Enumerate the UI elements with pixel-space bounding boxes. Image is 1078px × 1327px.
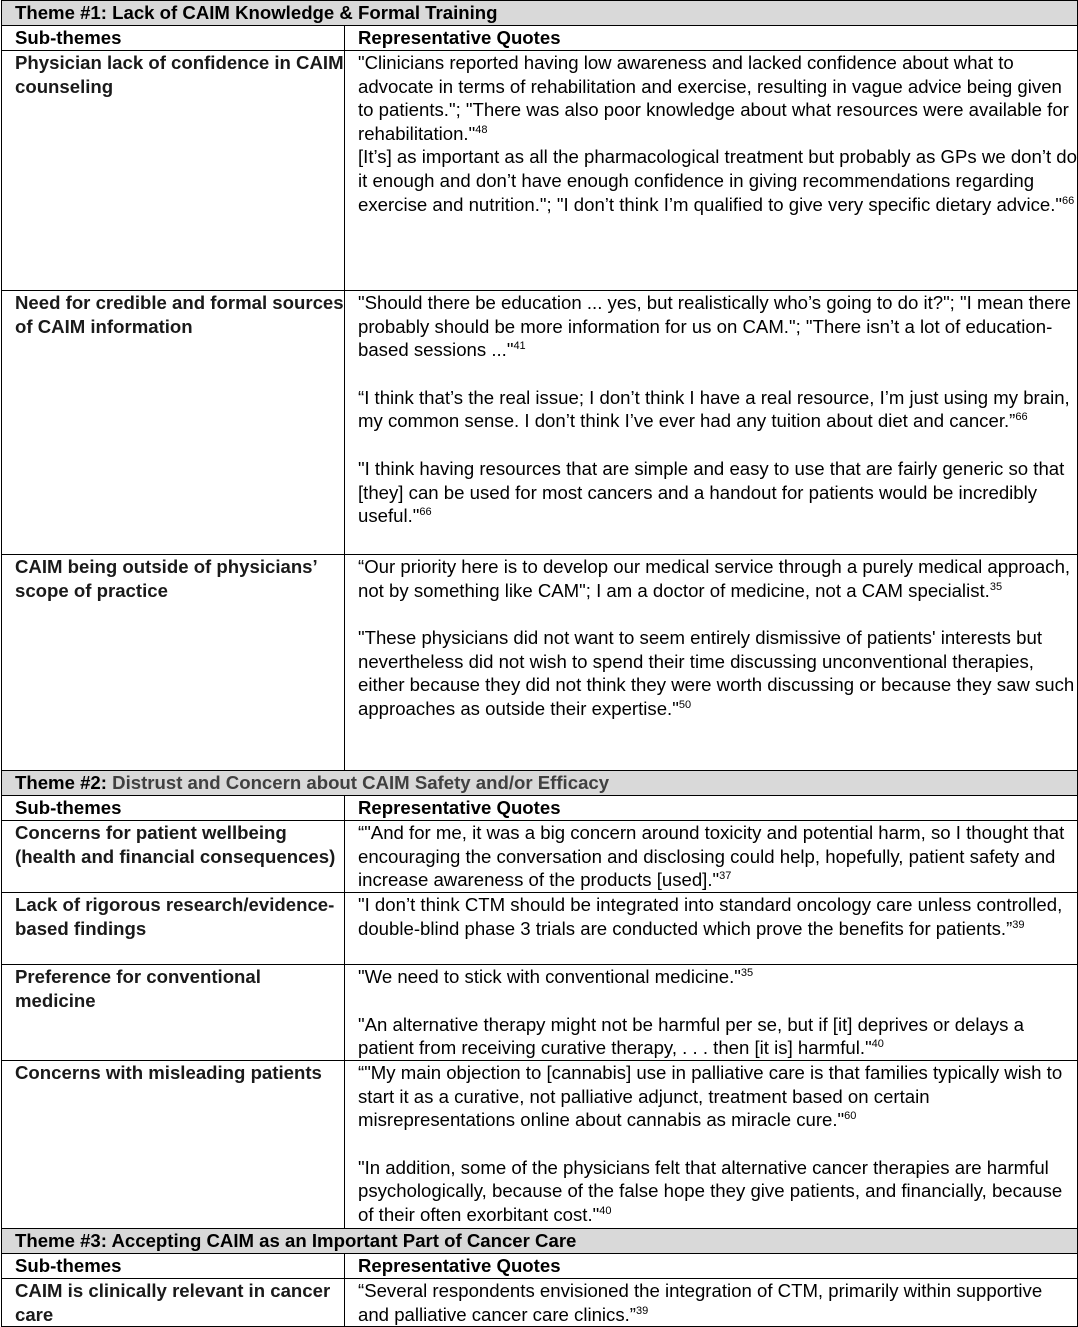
- reference-superscript: 66: [1061, 194, 1075, 207]
- theme-name: Lack of CAIM Knowledge & Formal Training: [112, 2, 498, 23]
- table-row: [2, 821, 1078, 893]
- subtheme-cell: Concerns with misleading patients: [2, 1061, 345, 1229]
- quote-cell: [345, 965, 1078, 1061]
- quotes-header: Representative Quotes: [345, 26, 1078, 51]
- quotes-header: Representative Quotes: [345, 1254, 1078, 1279]
- reference-superscript: 39: [1012, 918, 1025, 931]
- themes-table: [1, 0, 1078, 1327]
- column-header-row: [2, 796, 1078, 821]
- quote-text: "I don’t think CTM should be integrated into standard oncology care unless controlled, double-blind phase 3 trials are conducted which prove the benefits for patients.”$^{39}$: [358, 894, 1063, 939]
- quotes-header: Representative Quotes: [345, 796, 1078, 821]
- table-row: [2, 965, 1078, 1061]
- subtheme-cell: CAIM is clinically relevant in cancer care: [2, 1279, 345, 1327]
- reference-superscript: 66: [1015, 411, 1028, 424]
- reference-superscript: 41: [513, 340, 526, 353]
- theme-header-row: [2, 771, 1078, 796]
- table-row: [2, 893, 1078, 965]
- subtheme-cell: Lack of rigorous research/evidence-based findings: [2, 893, 345, 965]
- table-row: [2, 51, 1078, 291]
- quote-text: "Should there be education ... yes, but realistically who’s going to do it?"; "I mean there probably should be more information for us on CAM."; "There isn’t a lot of education-based sessions ..."$^{41}$: [358, 292, 1072, 361]
- reference-superscript: 60: [844, 1110, 857, 1123]
- theme-name: Distrust and Concern about CAIM Safety and/or Efficacy: [112, 772, 610, 793]
- reference-superscript: 37: [719, 870, 732, 883]
- quote-cell: [345, 1061, 1078, 1229]
- column-header-row: [2, 26, 1078, 51]
- subtheme-cell: Concerns for patient wellbeing (health and financial consequences): [2, 821, 345, 893]
- reference-superscript: 35: [989, 580, 1003, 593]
- theme-number: Theme #2:: [15, 772, 113, 793]
- subtheme-cell: Preference for conventional medicine: [2, 965, 345, 1061]
- quote-text: “Several respondents envisioned the integration of CTM, primarily within supportive and palliative cancer care clinics.”$^{39}$: [358, 1280, 1043, 1325]
- theme-title: [2, 1, 1078, 26]
- theme-header-row: [2, 1, 1078, 26]
- reference-superscript: 50: [678, 698, 692, 711]
- quote-cell: [345, 51, 1078, 291]
- table-row: [2, 1279, 1078, 1327]
- quote-cell: [345, 291, 1078, 555]
- quote-text: "These physicians did not want to seem entirely dismissive of patients' interests but nevertheless did not wish to spend their time discussing unconventional therapies, either because they did not think they were worth discussing or because they saw such approaches as outside their expertise."$^{50}$: [358, 627, 1075, 719]
- theme-number: Theme #1:: [15, 2, 113, 23]
- reference-superscript: 40: [871, 1038, 884, 1051]
- table-row: [2, 1061, 1078, 1229]
- quote-text: "An alternative therapy might not be harmful per se, but if [it] deprives or delays a patient from receiving curative therapy, . . . then [it is] harmful."$^{40}$: [358, 1013, 1024, 1059]
- column-header-row: [2, 1254, 1078, 1279]
- quote-text: “I think that’s the real issue; I don’t think I have a real resource, I’m just using my brain, my common sense. I don’t think I’ve ever had any tuition about diet and cancer.”$^{66}$: [358, 386, 1070, 432]
- quote-text: "I think having resources that are simple and easy to use that are fairly generic so that [they] can be used for most cancers and a handout for patients would be incredibly useful."$^{66}$: [358, 457, 1065, 527]
- quote-text: "Clinicians reported having low awareness and lacked confidence about what to advocate in terms of rehabilitation and exercise, resulting in vague advice being given to patients."; "There was also poor knowledge about what resources were available for rehabilitation."$^{48}$: [358, 52, 1069, 144]
- reference-superscript: 66: [419, 506, 432, 519]
- reference-superscript: 48: [475, 123, 488, 136]
- subthemes-header: Sub-themes: [2, 26, 345, 51]
- quote-text: “Our priority here is to develop our medical service through a purely medical approach, not by something like CAM"; I am a doctor of medicine, not a CAM specialist.$^{35}$: [358, 556, 1071, 601]
- subtheme-cell: CAIM being outside of physicians’ scope of practice: [2, 555, 345, 771]
- table-row: [2, 555, 1078, 771]
- theme-title: [2, 1229, 1078, 1254]
- quote-text: “"My main objection to [cannabis] use in palliative care is that families typically wish to start it as a curative, not palliative adjunct, treatment based on certain misrepresentations online about cannabis as miracle cure."$^{60}$: [358, 1062, 1063, 1131]
- quote-cell: [345, 1279, 1078, 1327]
- subthemes-header: Sub-themes: [2, 1254, 345, 1279]
- quote-cell: [345, 555, 1078, 771]
- subthemes-header: Sub-themes: [2, 796, 345, 821]
- subtheme-cell: Physician lack of confidence in CAIM counseling: [2, 51, 345, 291]
- quote-text: “"And for me, it was a big concern around toxicity and potential harm, so I thought that encouraging the conversation and disclosing could help, hopefully, patient safety and increase awareness of the products [used]."$^{37}$: [358, 822, 1065, 891]
- quote-cell: [345, 821, 1078, 893]
- theme-number: Theme #3:: [15, 1230, 112, 1251]
- subtheme-cell: Need for credible and formal sources of CAIM information: [2, 291, 345, 555]
- quote-text: [It’s] as important as all the pharmacological treatment but probably as GPs we don’t do it enough and don’t have enough confidence in giving recommendations regarding exercise and nutrition."; "I don’t think I’m qualified to give very specific dietary advice."$^{66}$: [358, 146, 1077, 215]
- theme-title: [2, 771, 1078, 796]
- theme-name: Accepting CAIM as an Important Part of Cancer Care: [111, 1230, 577, 1251]
- reference-superscript: 39: [636, 1304, 649, 1317]
- table-row: [2, 291, 1078, 555]
- quote-text: "In addition, some of the physicians felt that alternative cancer therapies are harmful psychologically, because of the false hope they give patients, and financially, because of their often exorbitant cost."$^{40}$: [358, 1156, 1063, 1225]
- reference-superscript: 35: [740, 967, 754, 979]
- theme-header-row: [2, 1229, 1078, 1254]
- quote-cell: [345, 893, 1078, 965]
- reference-superscript: 40: [599, 1204, 612, 1217]
- quote-text: "We need to stick with conventional medicine."$^{35}$: [358, 966, 754, 987]
